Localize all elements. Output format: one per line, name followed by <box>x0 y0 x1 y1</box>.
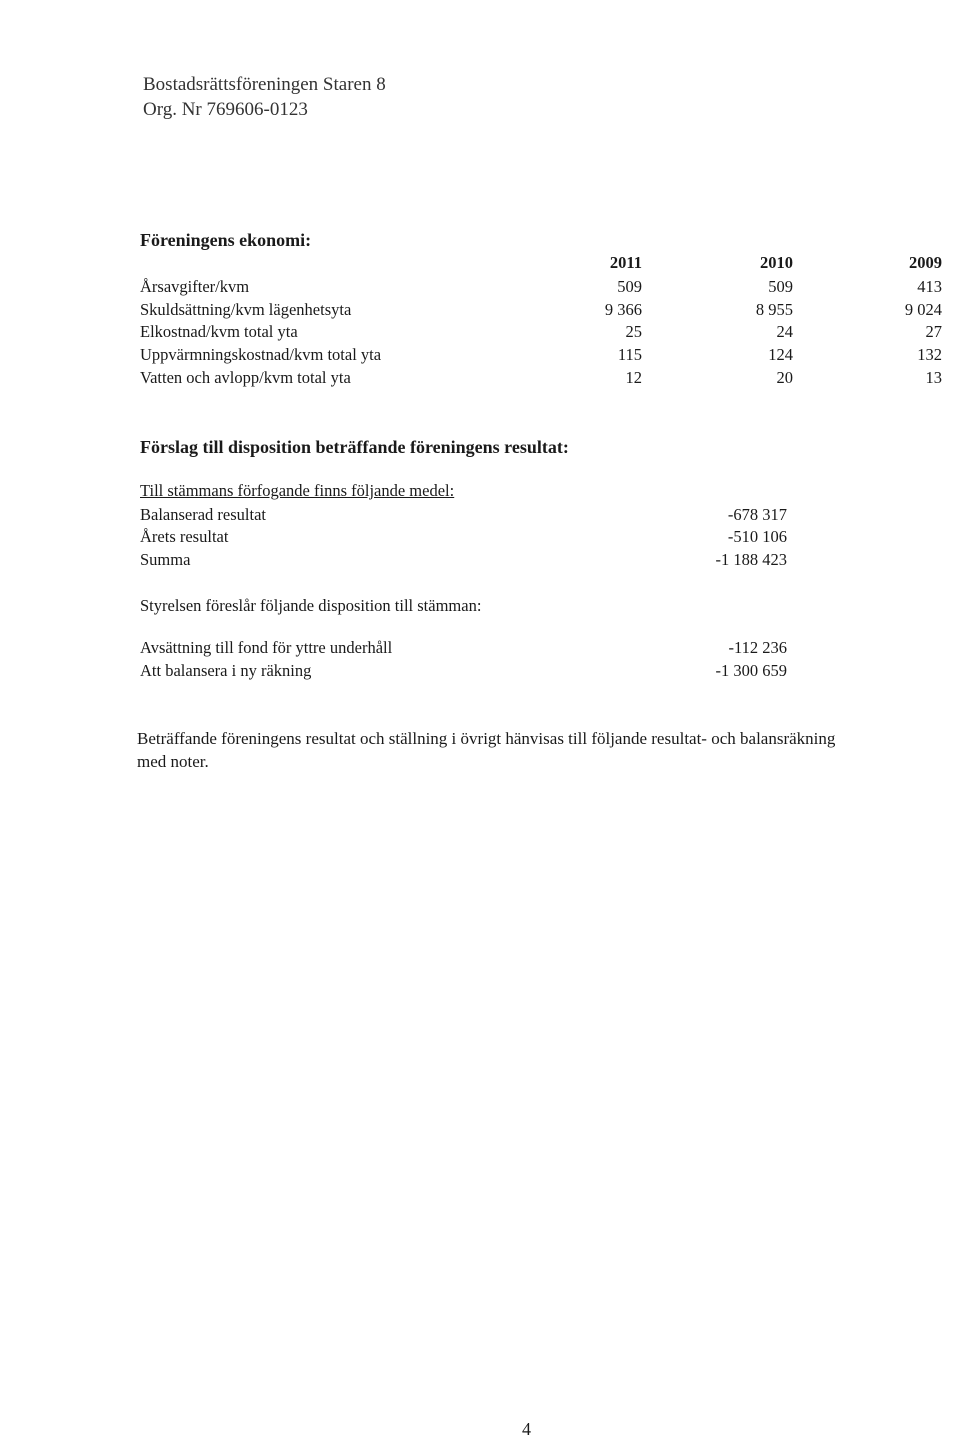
item-amount: -1 188 423 <box>715 550 787 569</box>
item-label: Årets resultat <box>140 527 229 546</box>
closing-line-1: Beträffande föreningens resultat och ställning i övrigt hänvisas till följande resultat- och balansräkning <box>137 729 836 748</box>
board-proposal-text: Styrelsen föreslår följande disposition till stämman: <box>140 596 482 615</box>
item-label: Balanserad resultat <box>140 505 266 524</box>
closing-line-2: med noter. <box>137 752 209 771</box>
item-amount: -112 236 <box>728 638 787 657</box>
cell-value: 12 <box>625 368 642 387</box>
cell-value: 509 <box>768 277 793 296</box>
proposal-heading: Förslag till disposition beträffande föreningens resultat: <box>140 437 569 457</box>
organization-number: Org. Nr 769606-0123 <box>143 99 308 120</box>
item-label: Att balansera i ny räkning <box>140 661 312 680</box>
item-label: Summa <box>140 550 191 569</box>
cell-value: 25 <box>625 322 642 341</box>
cell-value: 132 <box>917 345 942 364</box>
cell-value: 509 <box>617 277 642 296</box>
cell-value: 27 <box>925 322 942 341</box>
year-2009: 2009 <box>909 253 942 272</box>
item-amount: -678 317 <box>727 505 787 524</box>
year-2010: 2010 <box>760 253 793 272</box>
year-2011: 2011 <box>609 253 642 272</box>
organization-name: Bostadsrättsföreningen Staren 8 <box>143 74 386 95</box>
row-label: Årsavgifter/kvm <box>140 277 250 296</box>
cell-value: 24 <box>776 322 793 341</box>
item-amount: -510 106 <box>727 527 787 546</box>
available-funds-heading: Till stämmans förfogande finns följande medel: <box>140 481 455 500</box>
row-label: Skuldsättning/kvm lägenhetsyta <box>140 300 352 319</box>
item-label: Avsättning till fond för yttre underhåll <box>140 638 393 657</box>
cell-value: 9 366 <box>604 300 642 319</box>
cell-value: 9 024 <box>904 300 942 319</box>
page-number: 4 <box>522 1419 531 1439</box>
economy-heading: Föreningens ekonomi: <box>140 230 312 250</box>
cell-value: 413 <box>917 277 942 296</box>
cell-value: 124 <box>768 345 793 364</box>
cell-value: 115 <box>617 345 642 364</box>
row-label: Uppvärmningskostnad/kvm total yta <box>140 345 382 364</box>
cell-value: 20 <box>776 368 793 387</box>
cell-value: 13 <box>925 368 942 387</box>
row-label: Elkostnad/kvm total yta <box>140 322 298 341</box>
cell-value: 8 955 <box>755 300 793 319</box>
row-label: Vatten och avlopp/kvm total yta <box>140 368 351 387</box>
item-amount: -1 300 659 <box>715 661 787 680</box>
